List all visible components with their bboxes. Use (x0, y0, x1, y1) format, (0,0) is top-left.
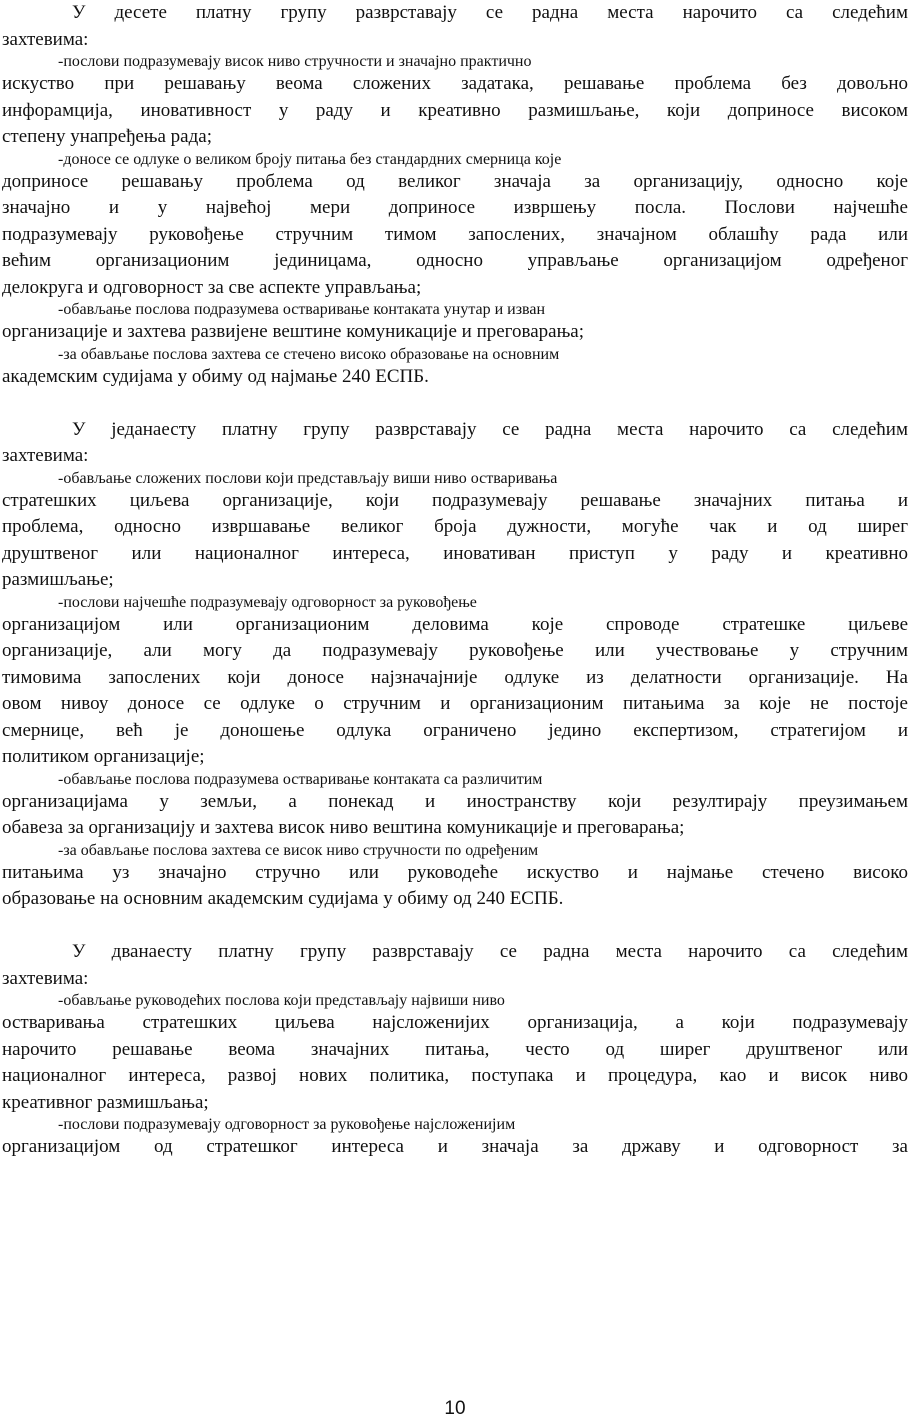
text-line: размишљање; (2, 569, 114, 590)
list-dash: - (58, 770, 64, 788)
list-item (2, 151, 908, 302)
list-dash: - (58, 301, 64, 318)
text-line: тимовима запослених који доносе најзначајније одлуке из делатности организације. На (2, 666, 908, 688)
pay-group-section (2, 939, 908, 1161)
text-line: обавеза за организацију и захтева висок ниво вештина комуникације и преговарања; (2, 817, 685, 838)
text-line: образовање на основним академским судијама у обиму од 240 ЕСПБ. (2, 888, 564, 909)
text-line: стратешких циљева организације, који подразумевају решавање значајних питања и (2, 489, 908, 511)
list-dash: - (58, 593, 64, 611)
text-line: степену унапређења рада; (2, 126, 212, 147)
text-line: обављање сложених послови који представљају виши ниво остваривања (63, 469, 558, 487)
list-dash: - (58, 53, 64, 70)
list-item (2, 301, 908, 346)
text-line: У једанаесту платну групу разврставају се радна места нарочито са следећим (72, 418, 908, 440)
text-line: већим организационим јединицама, односно управљање организацијом одређеног (2, 250, 908, 271)
text-line: националног интереса, развој нових политика, поступака и процедура, као и висок ниво (2, 1065, 908, 1086)
text-line: делокруга и одговорност за све аспекте управљања; (2, 276, 422, 298)
text-line: организацијом или организационим деловима које спроводе стратешке циљеве (2, 613, 908, 635)
list-item (2, 594, 908, 771)
text-line: организацијама у земљи, а понекад и иностранству који резултирају преузимањем (2, 790, 908, 812)
text-line: обављање руководећих послова који представљају највиши ниво (63, 992, 505, 1009)
text-line: креативног размишљања; (2, 1091, 209, 1113)
text-line: искуство при решавању веома сложених задатака, решавање проблема без довољно (2, 73, 908, 94)
list-item (2, 470, 908, 594)
text-line: послови подразумевају одговорност за руковођење најсложенијим (63, 1116, 516, 1133)
list-dash: - (58, 150, 64, 168)
text-line: остваривања стратешких циљева најсложенијих организација, а који подразумевају (2, 1012, 908, 1033)
text-line: обављање послова подразумева остваривање контаката са различитим (63, 770, 543, 788)
list-item (2, 771, 908, 842)
text-line: захтевима: (2, 445, 89, 466)
list-dash: - (58, 992, 64, 1009)
list-item (2, 1116, 908, 1161)
text-line: инфорамција, иновативност у раду и креативно размишљање, који доприносе високом (2, 99, 908, 121)
pay-group-section (2, 0, 908, 390)
list-dash: - (58, 1116, 64, 1133)
list-item (2, 842, 908, 913)
text-line: овом нивоу доносе се одлуке о стручним и организационим питањима за које не постоје (2, 693, 908, 714)
text-line: послови најчешће подразумевају одговорност за руковођење (63, 593, 477, 611)
text-line: политиком организације; (2, 746, 205, 767)
text-line: смернице, већ је доношење одлука ограничено једино експертизом, стратегијом и (2, 719, 908, 741)
list-item (2, 346, 908, 391)
text-line: нарочито решавање веома значајних питања, често од ширег друштвеног или (2, 1038, 908, 1060)
text-line: доприносе решавању проблема од великог значаја за организацију, односно које (2, 170, 908, 192)
text-line: значајно и у највећој мери доприносе извршењу посла. Послови најчешће (2, 197, 908, 218)
text-line: доносе се одлуке о великом броју питања без стандардних смерница које (63, 150, 562, 168)
text-line: У десете платну групу разврставају се радна места нарочито са следећим (72, 2, 908, 23)
text-line: за обављање послова захтева се стечено високо образовање на основним (63, 345, 560, 363)
document-page (2, 0, 908, 1161)
text-line: У дванаесту платну групу разврставају се радна места нарочито са следећим (72, 941, 908, 962)
list-item (2, 992, 908, 1116)
text-line: захтевима: (2, 28, 89, 50)
text-line: проблема, односно извршавање великог броја дужности, могуће чак и од ширег (2, 516, 908, 537)
list-dash: - (58, 841, 64, 859)
list-dash: - (58, 345, 64, 363)
text-line: подразумевају руковођење стручним тимом запослених, значајном облашћу рада или (2, 223, 908, 245)
text-line: за обављање послова захтева се висок ниво стручности по одређеним (63, 841, 539, 859)
text-line: академским судијама у обиму од најмање 240 ЕСПБ. (2, 365, 429, 387)
text-line: организацијом од стратешког интереса и значаја за државу и одговорност за (2, 1136, 908, 1157)
pay-group-section (2, 417, 908, 913)
text-line: захтевима: (2, 967, 89, 989)
text-line: друштвеног или националног интереса, иновативан приступ у раду и креативно (2, 542, 908, 564)
text-line: организације и захтева развијене вештине комуникације и преговарања; (2, 321, 585, 342)
text-line: организације, али могу да подразумевају руковођење или учествовање у стручним (2, 640, 908, 661)
text-line: послови подразумевају висок ниво стручности и значајно практично (63, 53, 532, 70)
page-number: 10 (444, 1398, 466, 1419)
text-line: обављање послова подразумева остваривање контаката унутар и изван (63, 301, 546, 318)
text-line: питањима уз значајно стручно или руководеће искуство и најмање стечено високо (2, 861, 908, 883)
list-dash: - (58, 469, 64, 487)
list-item (2, 53, 908, 151)
